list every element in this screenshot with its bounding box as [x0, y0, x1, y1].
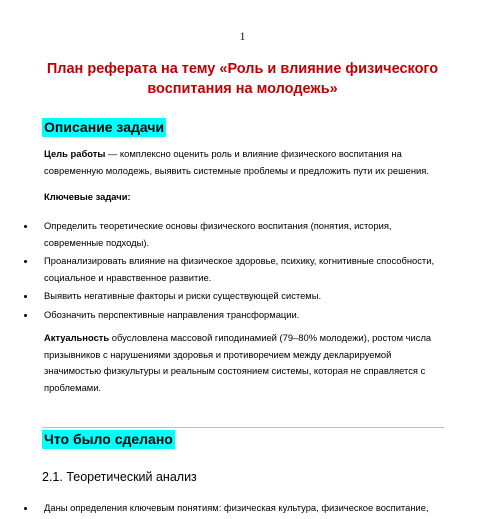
relevance-paragraph	[44, 330, 449, 396]
tasks-label	[44, 189, 449, 206]
tasks-label-text: Ключевые задачи:	[44, 191, 131, 202]
section-heading-label: Описание задачи	[44, 119, 165, 135]
tasks-list	[0, 218, 440, 326]
analysis-list	[0, 500, 440, 519]
horizontal-divider	[42, 427, 444, 428]
page-number: 1	[239, 29, 246, 43]
goal-text: — комплексно оценить роль и влияние физического воспитания на современную молодежь, выявить системные проблемы и предложить пути их решения.	[44, 148, 429, 176]
list-item: Выявить негативные факторы и риски существующей системы.	[0, 288, 440, 305]
subsection-heading: 2.1. Теоретический анализ	[42, 470, 197, 484]
section-heading-label: Что было сделано	[44, 431, 173, 447]
document-title: План реферата на тему «Роль и влияние физического воспитания на молодежь»	[46, 61, 439, 97]
relevance-label: Актуальность	[44, 332, 110, 343]
list-item: Обозначить перспективные направления трансформации.	[0, 307, 440, 324]
goal-label: Цель работы	[44, 148, 106, 159]
list-item: Определить теоретические основы физического воспитания (понятия, история, современные подходы).	[0, 218, 440, 251]
goal-paragraph	[44, 146, 449, 179]
section-heading-what-was-done	[42, 430, 175, 448]
relevance-text: обусловлена массовой гиподинамией (79–80% молодежи), ростом числа призывников с нарушениями здоровья и противоречием между декларируемой значимостью физкультуры и реальным состоянием системы, которая не справляется с проблемами.	[44, 332, 432, 393]
section-heading-task-description	[42, 118, 166, 136]
list-item: Проанализировать влияние на физическое здоровье, психику, когнитивные способности, социальное и нравственное развитие.	[0, 253, 440, 286]
list-item: Даны определения ключевым понятиям: физическая культура, физическое воспитание,	[0, 500, 440, 517]
